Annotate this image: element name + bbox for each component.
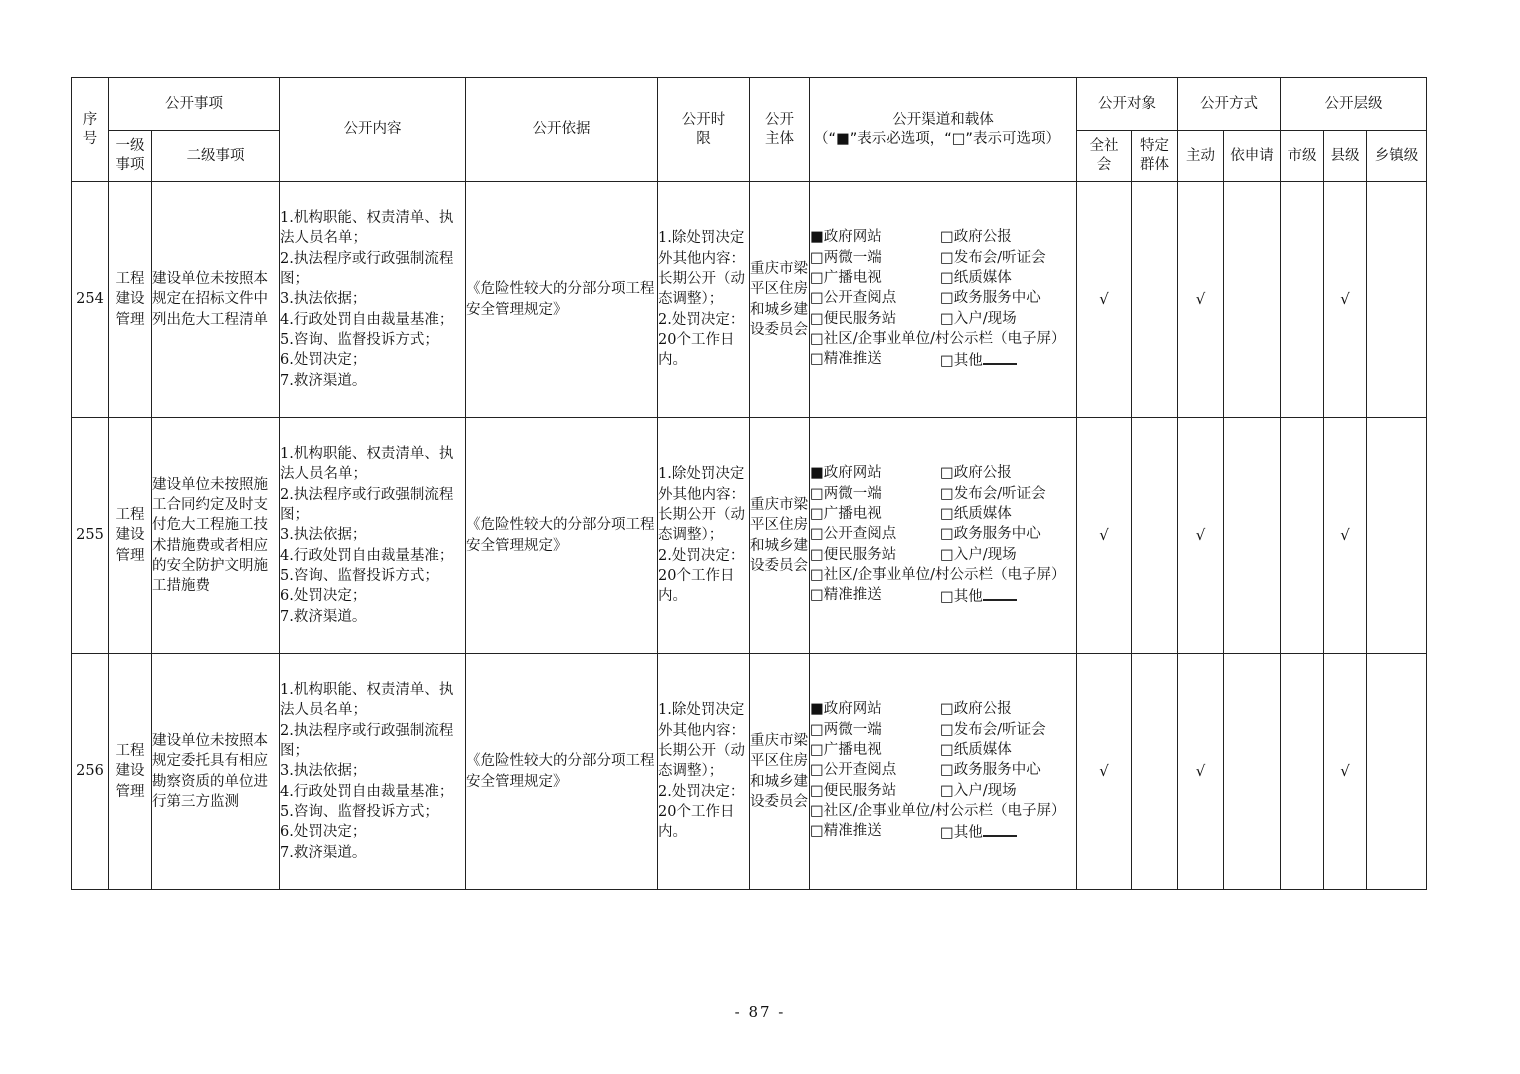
row-whole-society: √ bbox=[1077, 182, 1132, 418]
header-row-1 bbox=[72, 78, 1427, 131]
header-channels-title: 公开渠道和载体 bbox=[892, 111, 994, 128]
row-content: 1.机构职能、权责清单、执法人员名单； 2.执法程序或行政强制流程图； 3.执法依据； 4.行政处罚自由裁量基准； 5.咨询、监督投诉方式； 6.处罚决定； 7.救济渠道。 bbox=[280, 182, 466, 418]
row-township bbox=[1367, 418, 1427, 654]
channel-door-to-door: □入户/现场 bbox=[940, 546, 1017, 563]
channel-other-label: □其他 bbox=[940, 825, 983, 842]
row-township bbox=[1367, 654, 1427, 890]
channel-paper-media: □纸质媒体 bbox=[940, 270, 1012, 287]
row-content: 1.机构职能、权责清单、执法人员名单； 2.执法程序或行政强制流程图； 3.执法依据； 4.行政处罚自由裁量基准； 5.咨询、监督投诉方式； 6.处罚决定； 7.救济渠道。 bbox=[280, 654, 466, 890]
channel-gov-gazette: □政府公报 bbox=[940, 229, 1012, 246]
channel-gov-site: ■政府网站 bbox=[810, 701, 882, 718]
header-basis: 公开依据 bbox=[466, 78, 658, 182]
row-basis: 《危险性较大的分部分项工程安全管理规定》 bbox=[466, 418, 658, 654]
row-period: 1.除处罚决定外其他内容：长期公开（动态调整）； 2.处罚决定：20个工作日内。 bbox=[658, 418, 750, 654]
channel-gov-service-center: □政务服务中心 bbox=[940, 290, 1041, 307]
page-number: - 87 - bbox=[734, 1003, 786, 1021]
header-county: 县级 bbox=[1324, 131, 1367, 182]
row-active: √ bbox=[1178, 182, 1224, 418]
channel-convenience-station: □便民服务站 bbox=[810, 310, 897, 327]
row-seq: 255 bbox=[72, 418, 109, 654]
row-level1: 工程建设管理 bbox=[109, 654, 152, 890]
table-row bbox=[72, 418, 1427, 654]
row-period: 1.除处罚决定外其他内容：长期公开（动态调整）； 2.处罚决定：20个工作日内。 bbox=[658, 182, 750, 418]
row-city bbox=[1281, 418, 1324, 654]
channel-two-one: □两微一端 bbox=[810, 249, 882, 266]
header-channels-note: （“■”表示必选项，“□”表示可选项） bbox=[814, 130, 1060, 147]
header-level1: 一级事项 bbox=[109, 131, 152, 182]
row-basis: 《危险性较大的分部分项工程安全管理规定》 bbox=[466, 654, 658, 890]
row-on-request bbox=[1224, 182, 1281, 418]
header-city: 市级 bbox=[1281, 131, 1324, 182]
header-target: 公开对象 bbox=[1077, 78, 1178, 131]
row-period: 1.除处罚决定外其他内容：长期公开（动态调整）； 2.处罚决定：20个工作日内。 bbox=[658, 654, 750, 890]
other-blank-line bbox=[983, 585, 1017, 601]
row-subject: 重庆市梁平区住房和城乡建设委员会 bbox=[750, 182, 810, 418]
channel-two-one: □两微一端 bbox=[810, 721, 882, 738]
row-level2: 建设单位未按照本规定委托具有相应勘察资质的单位进行第三方监测 bbox=[152, 654, 280, 890]
header-on-request: 依申请 bbox=[1224, 131, 1281, 182]
row-on-request bbox=[1224, 418, 1281, 654]
row-content: 1.机构职能、权责清单、执法人员名单； 2.执法程序或行政强制流程图； 3.执法依据； 4.行政处罚自由裁量基准； 5.咨询、监督投诉方式； 6.处罚决定； 7.救济渠道。 bbox=[280, 418, 466, 654]
channel-broadcast-tv: □广播电视 bbox=[810, 270, 882, 287]
header-seq: 序号 bbox=[72, 78, 109, 182]
row-specific-group bbox=[1132, 418, 1178, 654]
row-active: √ bbox=[1178, 418, 1224, 654]
row-basis: 《危险性较大的分部分项工程安全管理规定》 bbox=[466, 182, 658, 418]
channel-convenience-station: □便民服务站 bbox=[810, 782, 897, 799]
channel-bulletin: □社区/企事业单位/村公示栏（电子屏） bbox=[810, 566, 1066, 583]
channel-public-reading: □公开查阅点 bbox=[810, 762, 897, 779]
row-channels bbox=[810, 654, 1077, 890]
channel-press-hearing: □发布会/听证会 bbox=[940, 485, 1046, 502]
row-county: √ bbox=[1324, 654, 1367, 890]
header-active: 主动 bbox=[1178, 131, 1224, 182]
row-whole-society: √ bbox=[1077, 418, 1132, 654]
header-content: 公开内容 bbox=[280, 78, 466, 182]
channel-bulletin: □社区/企事业单位/村公示栏（电子屏） bbox=[810, 802, 1066, 819]
row-seq: 254 bbox=[72, 182, 109, 418]
channel-gov-site: ■政府网站 bbox=[810, 465, 882, 482]
channel-precise-push: □精准推送 bbox=[810, 587, 882, 604]
row-specific-group bbox=[1132, 654, 1178, 890]
channel-door-to-door: □入户/现场 bbox=[940, 310, 1017, 327]
row-specific-group bbox=[1132, 182, 1178, 418]
row-active: √ bbox=[1178, 654, 1224, 890]
row-seq: 256 bbox=[72, 654, 109, 890]
row-channels bbox=[810, 418, 1077, 654]
channel-public-reading: □公开查阅点 bbox=[810, 526, 897, 543]
table-row bbox=[72, 182, 1427, 418]
header-matters: 公开事项 bbox=[109, 78, 280, 131]
row-on-request bbox=[1224, 654, 1281, 890]
channel-other-label: □其他 bbox=[940, 353, 983, 370]
row-township bbox=[1367, 182, 1427, 418]
row-county: √ bbox=[1324, 182, 1367, 418]
channel-paper-media: □纸质媒体 bbox=[940, 742, 1012, 759]
row-whole-society: √ bbox=[1077, 654, 1132, 890]
row-level2: 建设单位未按照本规定在招标文件中列出危大工程清单 bbox=[152, 182, 280, 418]
channel-bulletin: □社区/企事业单位/村公示栏（电子屏） bbox=[810, 330, 1066, 347]
row-level1: 工程建设管理 bbox=[109, 182, 152, 418]
row-channels bbox=[810, 182, 1077, 418]
header-method: 公开方式 bbox=[1178, 78, 1281, 131]
row-subject: 重庆市梁平区住房和城乡建设委员会 bbox=[750, 654, 810, 890]
row-subject: 重庆市梁平区住房和城乡建设委员会 bbox=[750, 418, 810, 654]
row-county: √ bbox=[1324, 418, 1367, 654]
channel-other bbox=[940, 585, 1017, 607]
row-city bbox=[1281, 182, 1324, 418]
header-subject: 公开主体 bbox=[750, 78, 810, 182]
disclosure-table bbox=[71, 77, 1427, 890]
header-level: 公开层级 bbox=[1281, 78, 1427, 131]
row-level2: 建设单位未按照施工合同约定及时支付危大工程施工技术措施费或者相应的安全防护文明施工措施费 bbox=[152, 418, 280, 654]
channel-broadcast-tv: □广播电视 bbox=[810, 742, 882, 759]
channel-paper-media: □纸质媒体 bbox=[940, 506, 1012, 523]
row-level1: 工程建设管理 bbox=[109, 418, 152, 654]
header-specific-group: 特定群体 bbox=[1132, 131, 1178, 182]
channel-other-label: □其他 bbox=[940, 589, 983, 606]
header-channels bbox=[810, 78, 1077, 182]
channel-gov-gazette: □政府公报 bbox=[940, 465, 1012, 482]
channel-press-hearing: □发布会/听证会 bbox=[940, 721, 1046, 738]
header-level2: 二级事项 bbox=[152, 131, 280, 182]
table-row bbox=[72, 654, 1427, 890]
channel-two-one: □两微一端 bbox=[810, 485, 882, 502]
channel-other bbox=[940, 821, 1017, 843]
channel-other bbox=[940, 349, 1017, 371]
channel-press-hearing: □发布会/听证会 bbox=[940, 249, 1046, 266]
other-blank-line bbox=[983, 821, 1017, 837]
channel-convenience-station: □便民服务站 bbox=[810, 546, 897, 563]
channel-public-reading: □公开查阅点 bbox=[810, 290, 897, 307]
channel-broadcast-tv: □广播电视 bbox=[810, 506, 882, 523]
channel-gov-site: ■政府网站 bbox=[810, 229, 882, 246]
other-blank-line bbox=[983, 349, 1017, 365]
channel-gov-service-center: □政务服务中心 bbox=[940, 526, 1041, 543]
channel-precise-push: □精准推送 bbox=[810, 351, 882, 368]
channel-door-to-door: □入户/现场 bbox=[940, 782, 1017, 799]
channel-gov-gazette: □政府公报 bbox=[940, 701, 1012, 718]
row-city bbox=[1281, 654, 1324, 890]
header-whole-society: 全社会 bbox=[1077, 131, 1132, 182]
header-township: 乡镇级 bbox=[1367, 131, 1427, 182]
channel-gov-service-center: □政务服务中心 bbox=[940, 762, 1041, 779]
header-period: 公开时限 bbox=[658, 78, 750, 182]
channel-precise-push: □精准推送 bbox=[810, 823, 882, 840]
